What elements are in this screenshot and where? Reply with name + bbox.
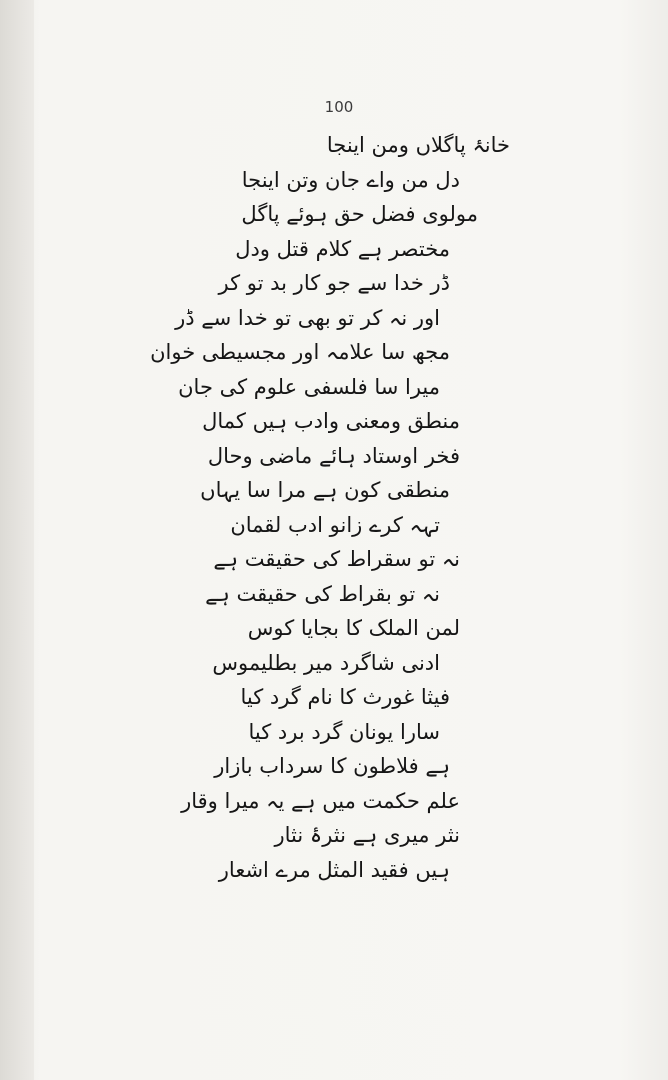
poem-line: تہہ کرے زانو ادب لقمان [230,512,440,537]
poem-line: نہ تو بقراط کی حقیقت ہے [205,581,440,606]
poem-line: مولوی فضل حق ہوئے پاگل [241,202,478,226]
poem-line: میرا سا فلسفی علوم کی جان [178,374,440,399]
poem-lines [150,128,510,887]
page-binding-edge [0,0,34,1080]
poem-line: ادنی شاگرد میر بطلیموس [212,650,440,675]
poem-line: منطق ومعنی وادب ہیں کمال [202,409,460,433]
poem-line: اور نہ کر تو بھی تو خدا سے ڈر [175,305,440,330]
poem-line: نثر میری ہے نثرۂ نثار [274,823,460,847]
poem-line: فیثا غورث کا نام گرد کیا [240,685,450,709]
poem-line: نہ تو سقراط کی حقیقت ہے [213,547,460,571]
poem-line: مجھ سا علامہ اور مجسیطی خوان [150,340,450,364]
poem-line: لمن الملک کا بجایا کوس [247,616,460,640]
poem-line: مختصر ہے کلام قتل ودل [235,236,450,261]
page-number: 100 [324,98,354,116]
poem-line: خانۂ پاگلاں ومن اینجا [326,133,510,157]
poem-line: ہے فلاطون کا سرداب بازار [214,754,450,778]
poem-line: ڈر خدا سے جو کار بد تو کر [218,271,450,295]
poem-line: سارا یونان گرد برد کیا [248,719,440,744]
poem-line: منطقی کون ہے مرا سا یہاں [200,478,450,502]
poem-line: علم حکمت میں ہے یہ میرا وقار [181,788,460,813]
poem-line: فخر اوستاد ہائے ماضی وحال [207,443,460,468]
poem-line: دل من واے جان وتن اینجا [241,167,460,192]
poem-line: ہیں فقید المثل مرے اشعار [218,857,450,882]
